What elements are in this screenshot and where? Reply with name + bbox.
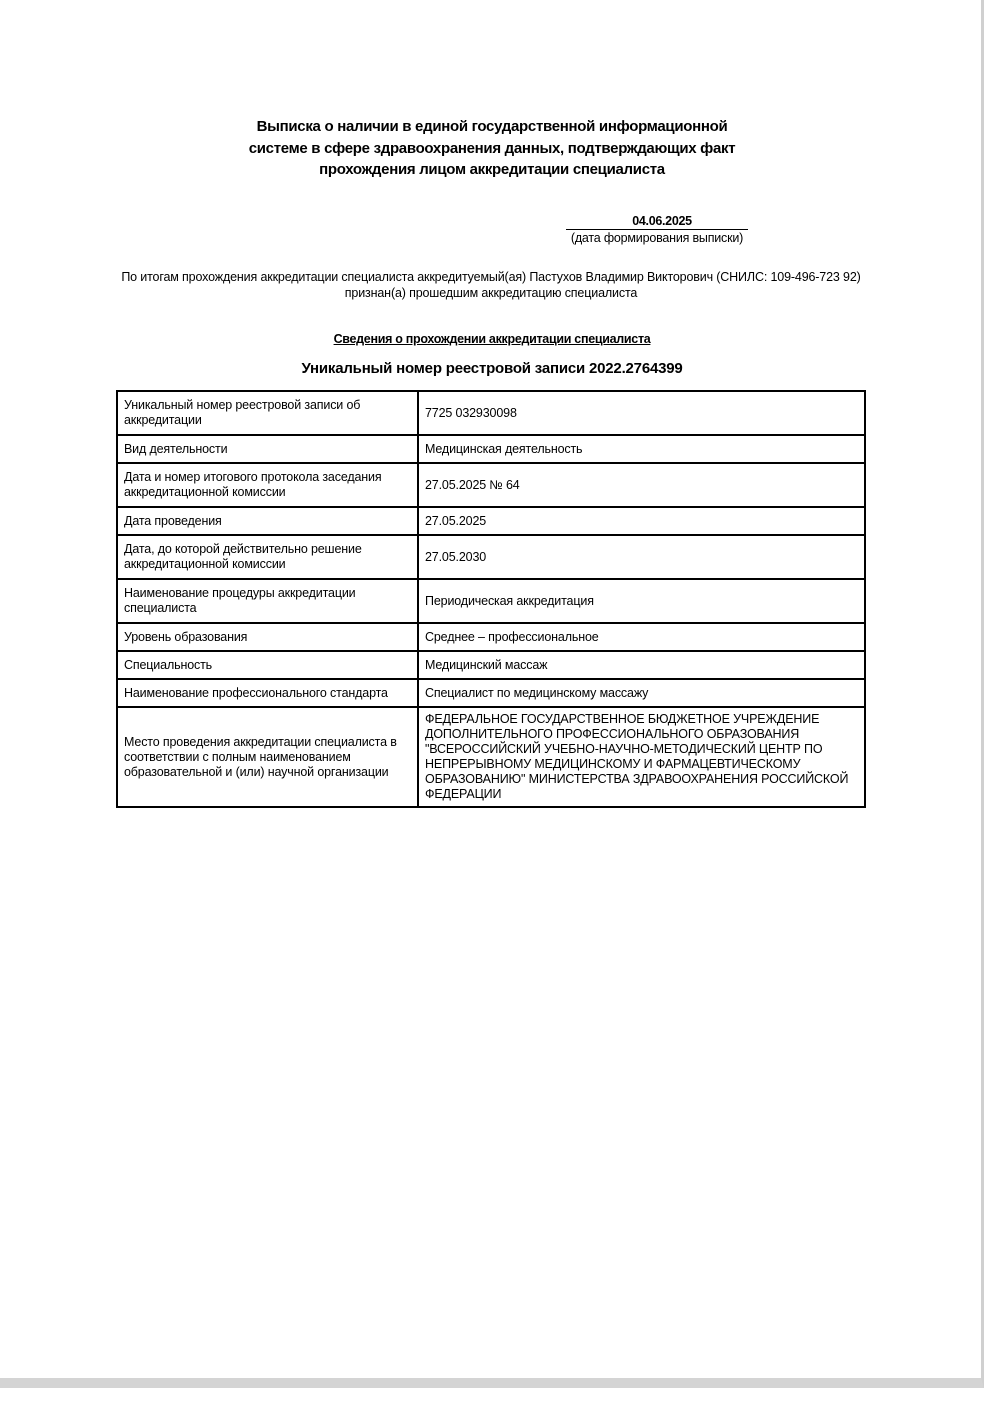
row-value: Медицинский массаж [418, 651, 865, 679]
table-row [117, 623, 865, 651]
row-value: Среднее – профессиональное [418, 623, 865, 651]
row-label: Наименование процедуры аккредитации специалиста [117, 579, 418, 623]
row-label: Специальность [117, 651, 418, 679]
registry-number: Уникальный номер реестровой записи 2022.2764399 [301, 360, 683, 377]
document-title [0, 116, 984, 181]
table-row [117, 579, 865, 623]
section-heading: Сведения о прохождении аккредитации специалиста [333, 332, 651, 346]
generation-date-caption: (дата формирования выписки) [570, 231, 744, 245]
table-row [117, 507, 865, 535]
row-label: Наименование профессионального стандарта [117, 679, 418, 707]
table-row [117, 391, 865, 435]
title-line: системе в сфере здравоохранения данных, подтверждающих факт [248, 139, 736, 157]
intro-text: По итогам прохождения аккредитации специалиста аккредитуемый(ая) Пастухов Владимир Викторович (СНИЛС: 109-496-723 92) признан(а) прошедшим аккредитацию специалиста [121, 270, 861, 300]
row-value: Медицинская деятельность [418, 435, 865, 463]
row-label: Вид деятельности [117, 435, 418, 463]
row-value: 27.05.2025 [418, 507, 865, 535]
row-label: Дата и номер итогового протокола заседания аккредитационной комиссии [117, 463, 418, 507]
row-label: Дата, до которой действительно решение аккредитационной комиссии [117, 535, 418, 579]
table-row [117, 707, 865, 807]
row-value: Периодическая аккредитация [418, 579, 865, 623]
row-label: Уникальный номер реестровой записи об аккредитации [117, 391, 418, 435]
row-value: Специалист по медицинскому массажу [418, 679, 865, 707]
table-row [117, 651, 865, 679]
row-value: ФЕДЕРАЛЬНОЕ ГОСУДАРСТВЕННОЕ БЮДЖЕТНОЕ УЧРЕЖДЕНИЕ ДОПОЛНИТЕЛЬНОГО ПРОФЕССИОНАЛЬНОГО ОБРАЗОВАНИЯ "ВСЕРОССИЙСКИЙ УЧЕБНО-НАУЧНО-МЕТОДИЧЕСКИЙ ЦЕНТР ПО НЕПРЕРЫВНОМУ МЕДИЦИНСКОМУ И ФАРМАЦЕВТИЧЕСКОМУ ОБРАЗОВАНИЮ" МИНИСТЕРСТВА ЗДРАВООХРАНЕНИЯ РОССИЙСКОЙ ФЕДЕРАЦИИ [418, 707, 865, 807]
row-value: 27.05.2025 № 64 [418, 463, 865, 507]
table-row [117, 435, 865, 463]
table-row [117, 463, 865, 507]
generation-date: 04.06.2025 [566, 214, 748, 230]
row-value: 7725 032930098 [418, 391, 865, 435]
table-row [117, 679, 865, 707]
row-label: Дата проведения [117, 507, 418, 535]
accreditation-table [116, 390, 866, 808]
table-row [117, 535, 865, 579]
row-value: 27.05.2030 [418, 535, 865, 579]
row-label: Место проведения аккредитации специалиста в соответствии с полным наименованием образовательной и (или) научной организации [117, 707, 418, 807]
date-block [566, 214, 748, 246]
row-label: Уровень образования [117, 623, 418, 651]
title-line: Выписка о наличии в единой государственной информационной [256, 118, 728, 135]
title-line: прохождения лицом аккредитации специалиста [319, 161, 665, 178]
